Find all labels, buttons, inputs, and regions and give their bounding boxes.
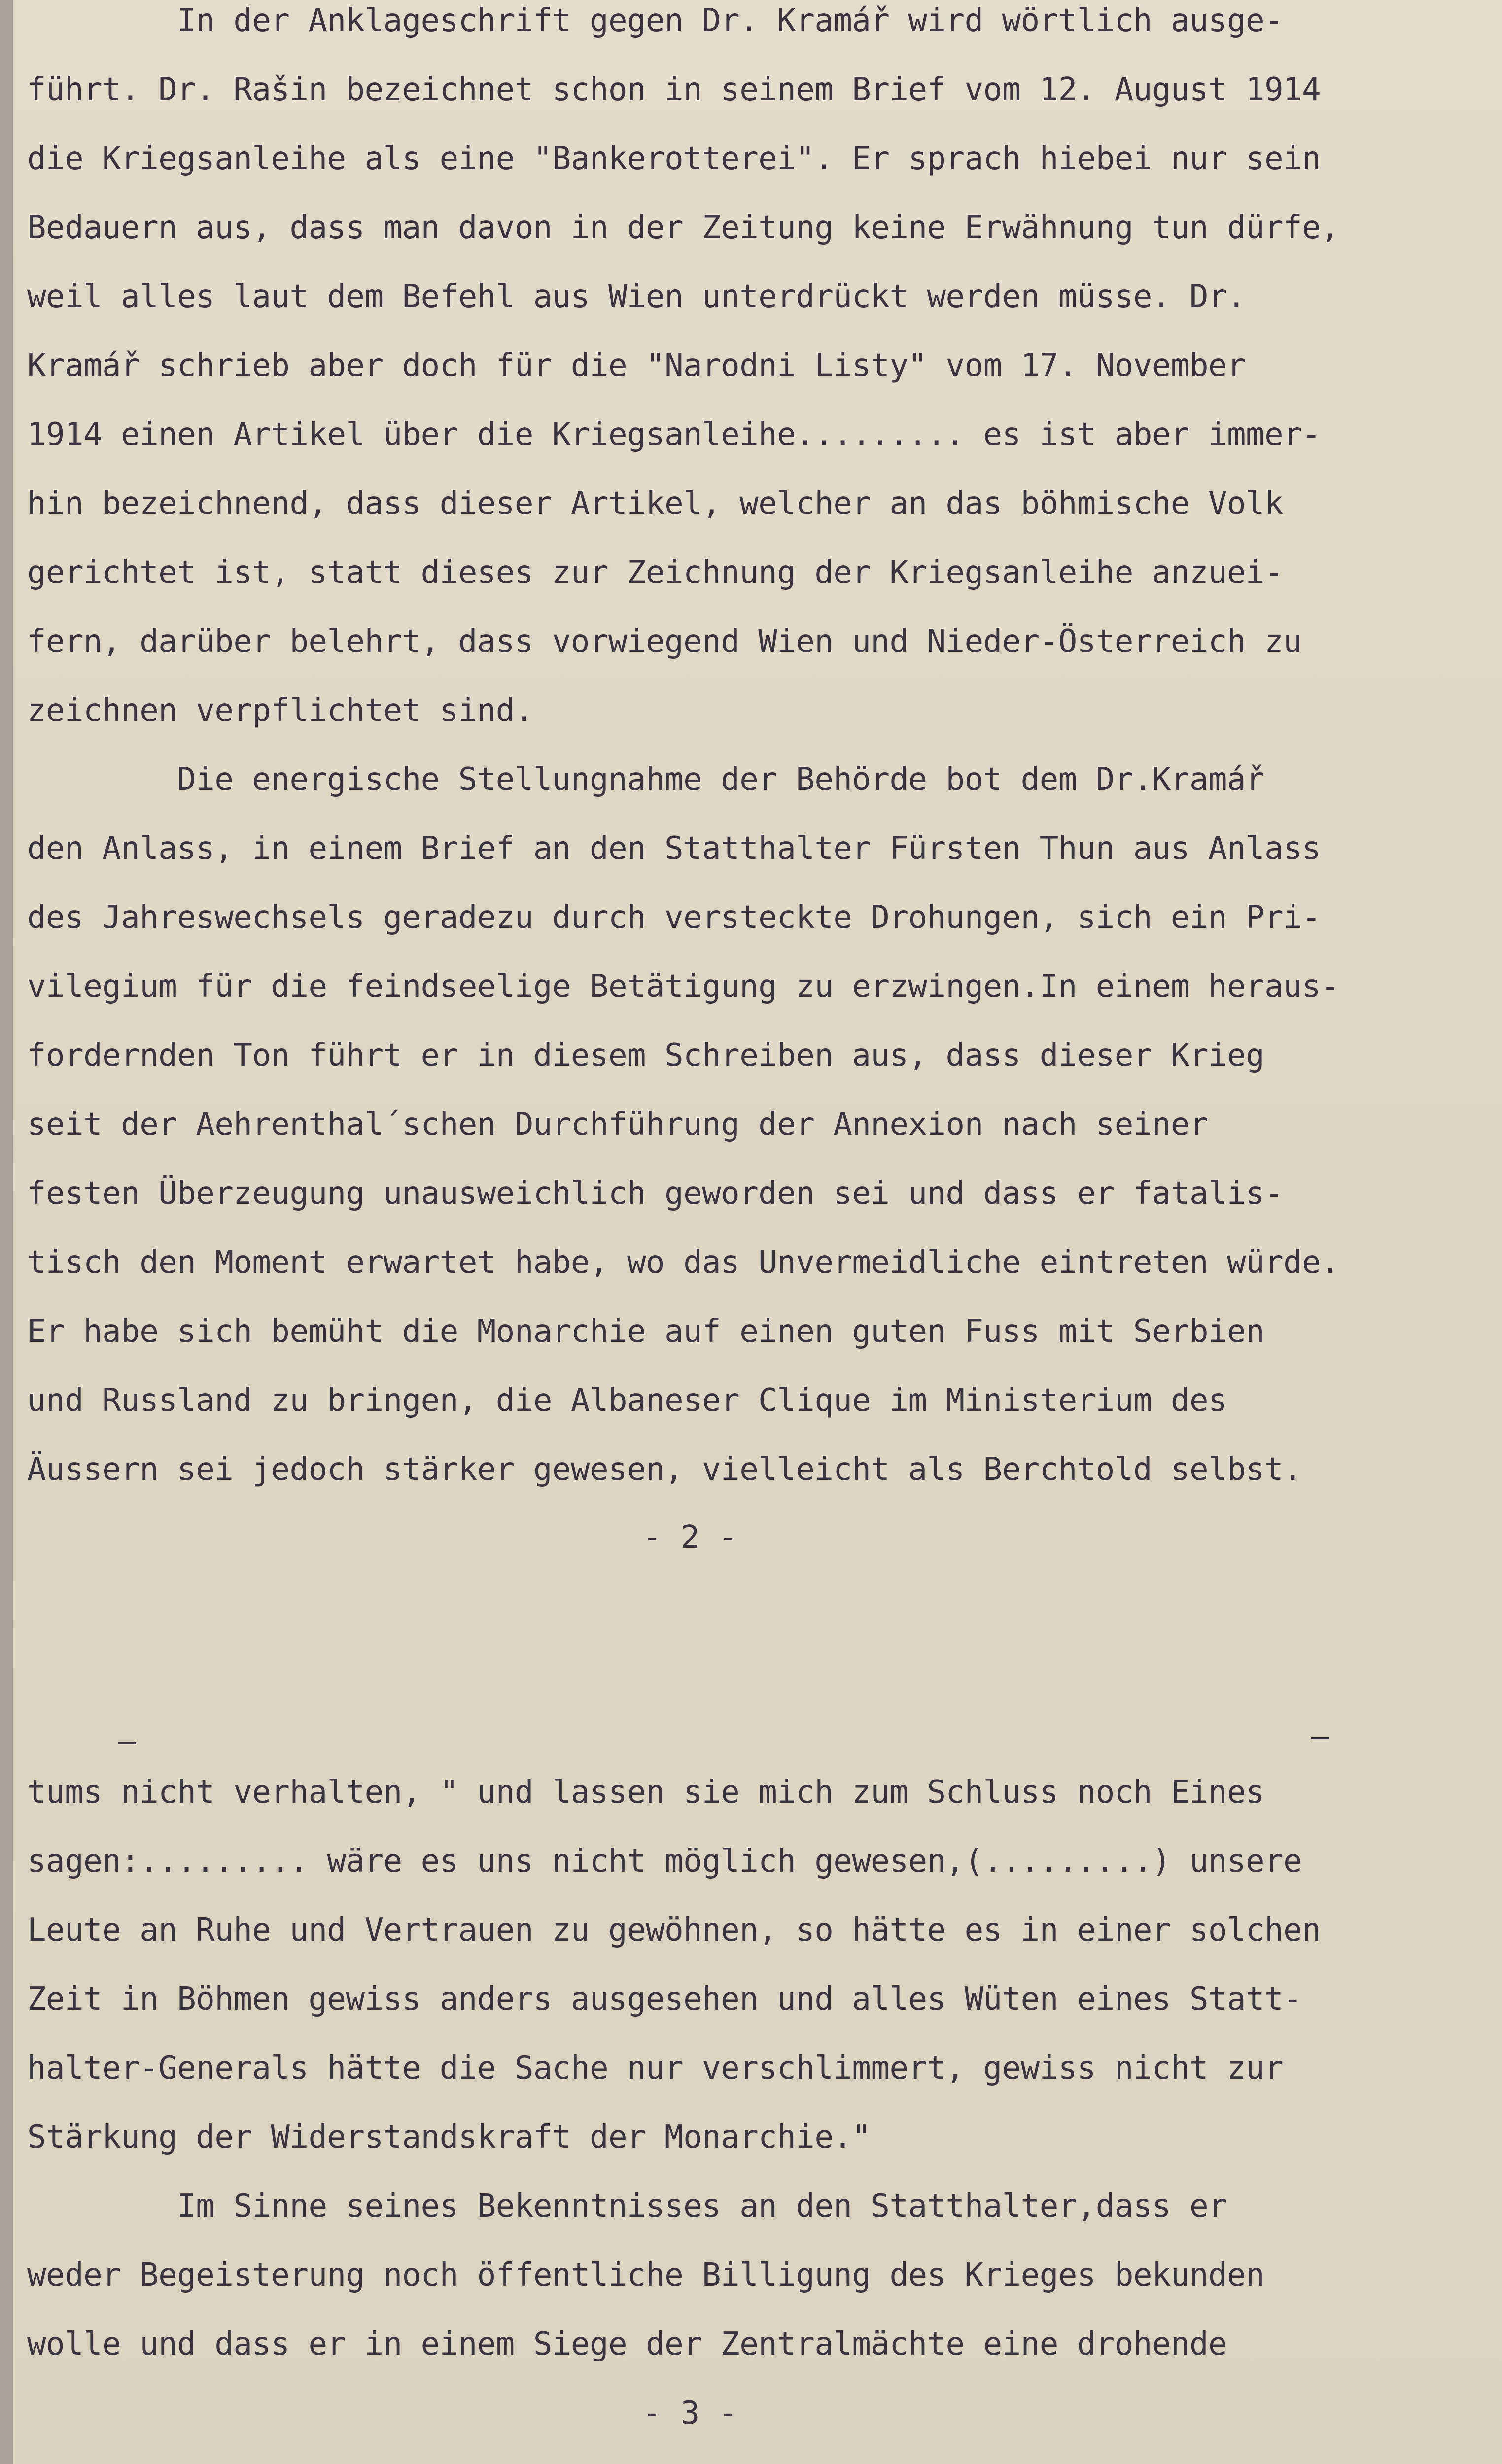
text-line: Äussern sei jedoch stärker gewesen, vielleicht als Berchtold selbst. [27,1451,1302,1488]
text-line: halter-Generals hätte die Sache nur verschlimmert, gewiss nicht zur [27,2050,1284,2087]
text-line: des Jahreswechsels geradezu durch versteckte Drohungen, sich ein Pri- [27,899,1321,936]
text-line: festen Überzeugung unausweichlich geworden sei und dass er fatalis- [27,1175,1284,1212]
text-line: Die energische Stellungnahme der Behörde bot dem Dr.Kramář [27,761,1265,798]
text-line: In der Anklageschrift gegen Dr. Kramář wird wörtlich ausge- [27,2,1284,39]
text-line: den Anlass, in einem Brief an den Statthalter Fürsten Thun aus Anlass [27,830,1321,867]
text-line: führt. Dr. Rašin bezeichnet schon in seinem Brief vom 12. August 1914 [27,71,1321,108]
page-number: - 2 - [642,1519,738,1556]
text-line: und Russland zu bringen, die Albaneser Clique im Ministerium des [27,1382,1227,1419]
text-line: Kramář schrieb aber doch für die "Narodni Listy" vom 17. November [27,347,1246,384]
text-line: hin bezeichnend, dass dieser Artikel, welcher an das böhmische Volk [27,485,1284,522]
margin-tick [1311,1737,1329,1739]
text-line: weder Begeisterung noch öffentliche Billigung des Krieges bekunden [27,2257,1265,2293]
text-line: Leute an Ruhe und Vertrauen zu gewöhnen, so hätte es in einer solchen [27,1912,1321,1949]
text-line: Bedauern aus, dass man davon in der Zeitung keine Erwähnung tun dürfe, [27,209,1340,246]
text-line: zeichnen verpflichtet sind. [27,692,533,729]
text-line: die Kriegsanleihe als eine "Bankerotterei". Er sprach hiebei nur sein [27,140,1321,177]
page-edge-strip [0,0,13,2464]
text-line: Im Sinne seines Bekenntnisses an den Statthalter,dass er [27,2188,1227,2224]
text-line: tums nicht verhalten, " und lassen sie mich zum Schluss noch Eines [27,1774,1265,1811]
text-line: tisch den Moment erwartet habe, wo das Unvermeidliche eintreten würde. [27,1244,1340,1281]
page-number: - 3 - [642,2395,738,2431]
text-line: seit der Aehrenthal´schen Durchführung der Annexion nach seiner [27,1106,1208,1143]
text-line: fordernden Ton führt er in diesem Schreiben aus, dass dieser Krieg [27,1037,1265,1074]
text-line: weil alles laut dem Befehl aus Wien unterdrückt werden müsse. Dr. [27,278,1246,315]
text-line: Zeit in Böhmen gewiss anders ausgesehen und alles Wüten eines Statt- [27,1981,1302,2018]
text-line: gerichtet ist, statt dieses zur Zeichnung der Kriegsanleihe anzuei- [27,554,1284,591]
text-line: vilegium für die feindseelige Betätigung zu erzwingen.In einem heraus- [27,968,1340,1005]
margin-tick [118,1742,136,1744]
text-line: 1914 einen Artikel über die Kriegsanleihe......... es ist aber immer- [27,416,1321,453]
text-line: wolle und dass er in einem Siege der Zentralmächte eine drohende [27,2326,1227,2362]
text-line: fern, darüber belehrt, dass vorwiegend Wien und Nieder-Österreich zu [27,623,1302,660]
text-line: sagen:......... wäre es uns nicht möglich gewesen,(.........) unsere [27,1843,1302,1880]
text-line: Er habe sich bemüht die Monarchie auf einen guten Fuss mit Serbien [27,1313,1265,1350]
text-line: Stärkung der Widerstandskraft der Monarchie." [27,2119,871,2156]
